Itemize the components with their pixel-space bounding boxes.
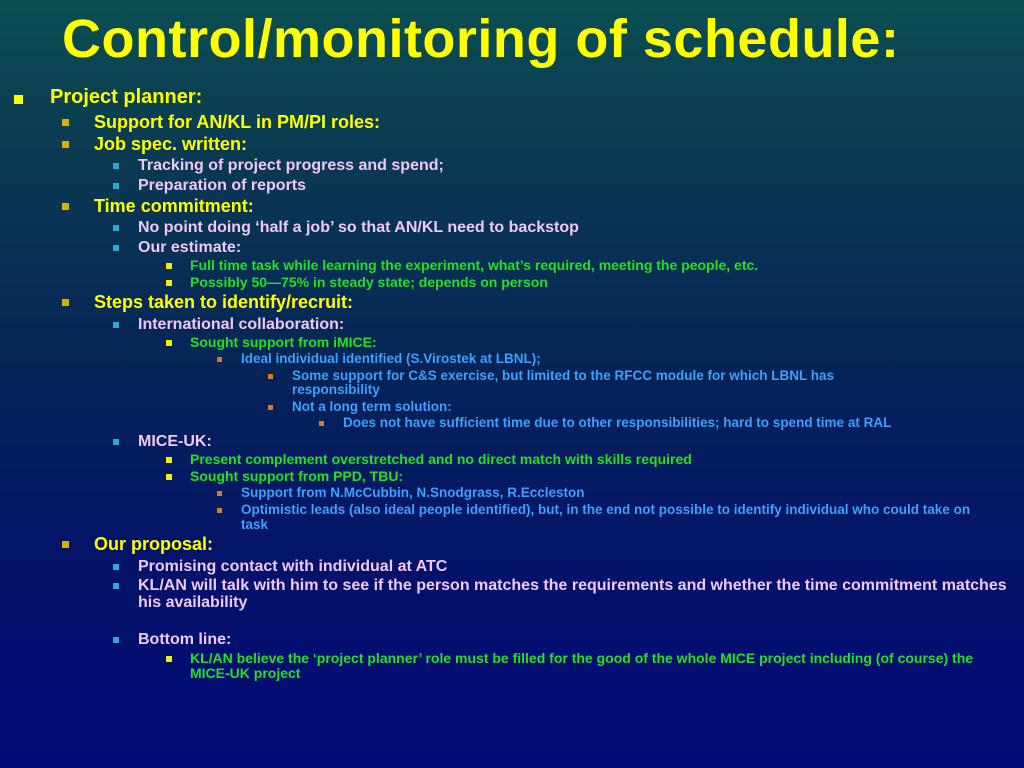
bullet-text: Present complement overstretched and no direct match with skills required bbox=[190, 451, 692, 468]
bullet-text: Steps taken to identify/recruit: bbox=[94, 292, 354, 313]
bullet-item-level-5 bbox=[0, 352, 1024, 367]
bullet-text: Some support for C&S exercise, but limited to the RFCC module for which LBNL has responsibility bbox=[292, 367, 835, 398]
bullet-item-level-2 bbox=[0, 197, 1024, 216]
bullet-item-level-4 bbox=[0, 469, 1024, 484]
square-bullet-icon bbox=[166, 280, 172, 286]
bullet-text: KL/AN will talk with him to see if the person matches the requirements and whether the time commitment matches his availability bbox=[138, 576, 1007, 612]
bullet-text: Our estimate: bbox=[138, 238, 242, 256]
bullet-text: Sought support from PPD, TBU: bbox=[190, 468, 404, 485]
bullet-text: Bottom line: bbox=[138, 631, 232, 649]
bullet-item-level-5 bbox=[0, 503, 1024, 532]
square-bullet-icon bbox=[113, 245, 119, 251]
bullet-item-level-4 bbox=[0, 335, 1024, 350]
bullet-text: Does not have sufficient time due to other responsibilities; hard to spend time at RAL bbox=[343, 415, 892, 431]
square-bullet-icon bbox=[268, 374, 273, 379]
bullet-text: Not a long term solution: bbox=[292, 398, 452, 414]
bullet-text: Possibly 50—75% in steady state; depends on person bbox=[190, 274, 548, 291]
square-bullet-icon bbox=[166, 474, 172, 480]
square-bullet-icon bbox=[166, 457, 172, 463]
bullet-text: Sought support from iMICE: bbox=[190, 333, 377, 350]
bullet-item-level-6 bbox=[0, 400, 1024, 415]
bullet-text: MICE-UK: bbox=[138, 432, 212, 450]
bullet-item-level-3 bbox=[0, 433, 1024, 450]
square-bullet-icon bbox=[166, 656, 172, 662]
bullet-text: Support for AN/KL in PM/PI roles: bbox=[94, 111, 381, 132]
square-bullet-icon bbox=[62, 541, 69, 548]
square-bullet-icon bbox=[217, 491, 222, 496]
bullet-list bbox=[0, 87, 1024, 683]
bullet-text: Tracking of project progress and spend; bbox=[138, 157, 444, 175]
bullet-text: Promising contact with individual at ATC bbox=[138, 557, 448, 575]
square-bullet-icon bbox=[113, 637, 119, 643]
square-bullet-icon bbox=[166, 263, 172, 269]
bullet-item-level-3 bbox=[0, 558, 1024, 575]
bullet-item-level-3 bbox=[0, 219, 1024, 236]
bullet-text: Preparation of reports bbox=[138, 176, 307, 194]
bullet-item-level-2 bbox=[0, 535, 1024, 554]
square-bullet-icon bbox=[113, 583, 119, 589]
square-bullet-icon bbox=[62, 119, 69, 126]
square-bullet-icon bbox=[319, 421, 324, 426]
bullet-item-level-1 bbox=[0, 87, 1024, 109]
bullet-item-level-2 bbox=[0, 113, 1024, 132]
square-bullet-icon bbox=[113, 322, 119, 328]
square-bullet-icon bbox=[14, 95, 23, 104]
bullet-text: Our proposal: bbox=[94, 534, 214, 555]
square-bullet-icon bbox=[217, 508, 222, 513]
bullet-text: Time commitment: bbox=[94, 196, 254, 216]
bullet-text: Job spec. written: bbox=[94, 134, 248, 155]
square-bullet-icon bbox=[113, 564, 119, 570]
bullet-item-level-3 bbox=[0, 631, 1024, 648]
bullet-gap bbox=[0, 613, 1024, 629]
square-bullet-icon bbox=[62, 203, 69, 210]
slide-title: Control/monitoring of schedule: bbox=[62, 9, 900, 69]
square-bullet-icon bbox=[113, 163, 119, 169]
bullet-text: Ideal individual identified (S.Virostek at LBNL); bbox=[241, 351, 541, 366]
bullet-item-level-4 bbox=[0, 452, 1024, 467]
bullet-item-level-3 bbox=[0, 239, 1024, 256]
bullet-item-level-3 bbox=[0, 157, 1024, 174]
bullet-text: Project planner: bbox=[50, 86, 203, 108]
square-bullet-icon bbox=[166, 340, 172, 346]
square-bullet-icon bbox=[113, 183, 119, 189]
square-bullet-icon bbox=[62, 141, 69, 148]
bullet-text: Support from N.McCubbin, N.Snodgrass, R.Eccleston bbox=[241, 485, 585, 501]
bullet-item-level-2 bbox=[0, 293, 1024, 312]
bullet-text: KL/AN believe the ‘project planner’ role must be filled for the good of the whole MICE project including (of course) the MICE-UK project bbox=[190, 649, 974, 681]
bullet-item-level-3 bbox=[0, 316, 1024, 333]
bullet-item-level-6 bbox=[0, 369, 1024, 398]
square-bullet-icon bbox=[113, 225, 119, 231]
square-bullet-icon bbox=[217, 357, 222, 362]
bullet-item-level-2 bbox=[0, 135, 1024, 154]
bullet-item-level-7 bbox=[0, 416, 1024, 431]
bullet-item-level-5 bbox=[0, 486, 1024, 501]
bullet-item-level-3 bbox=[0, 177, 1024, 194]
square-bullet-icon bbox=[113, 439, 119, 445]
square-bullet-icon bbox=[62, 299, 69, 306]
bullet-text: No point doing ‘half a job’ so that AN/KL need to backstop bbox=[138, 219, 579, 237]
bullet-text: Full time task while learning the experiment, what’s required, meeting the people, etc. bbox=[190, 256, 759, 273]
bullet-item-level-3 bbox=[0, 577, 1024, 612]
bullet-item-level-4 bbox=[0, 275, 1024, 290]
bullet-item-level-4 bbox=[0, 258, 1024, 273]
square-bullet-icon bbox=[268, 405, 273, 410]
bullet-item-level-4 bbox=[0, 651, 1024, 681]
bullet-text: Optimistic leads (also ideal people identified), but, in the end not possible to identify individual who could take on task bbox=[241, 501, 971, 532]
bullet-text: International collaboration: bbox=[138, 315, 345, 333]
